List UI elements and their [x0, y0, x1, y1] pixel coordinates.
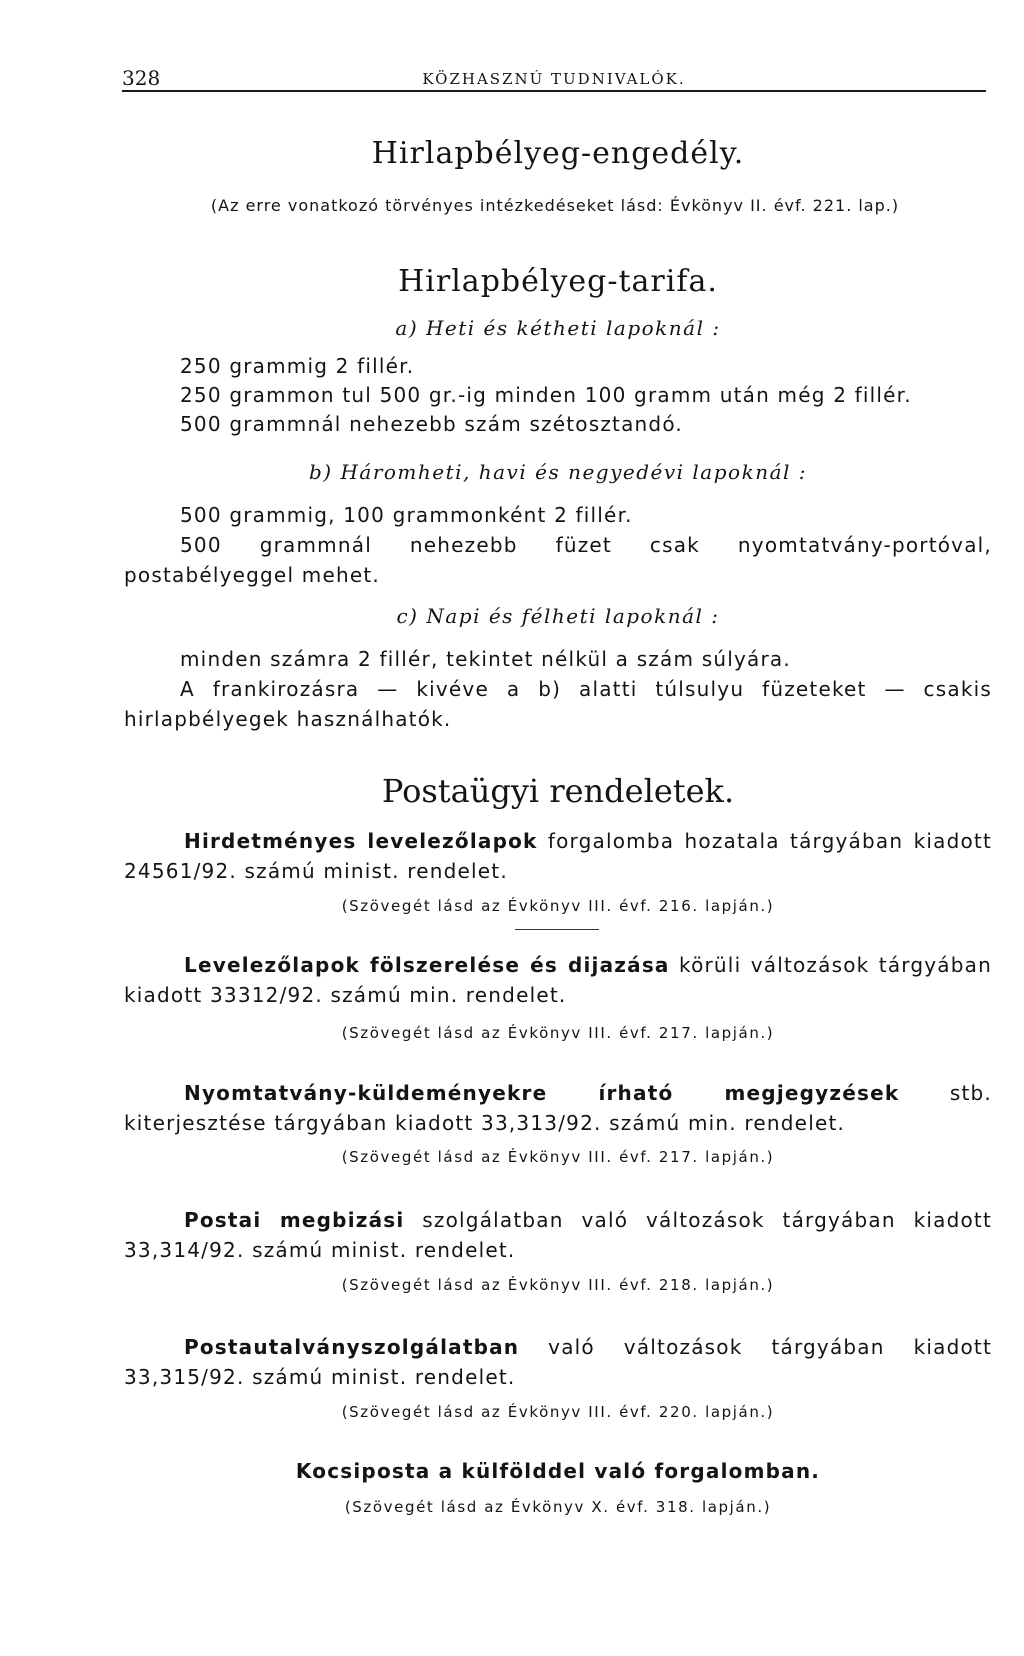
subsection-name: Heti és kétheti lapoknál : [425, 316, 721, 340]
decree-item [124, 826, 992, 886]
subsection-label: c) [396, 604, 419, 628]
decree-item [124, 1078, 992, 1138]
tariff-line-b2: 500 grammnál nehezebb füzet csak nyomtatvány-portóval, postabélyeggel mehet. [124, 533, 992, 587]
tariff-line-a1: 250 grammig 2 fillér. [180, 354, 415, 378]
section-title-tarifa: Hirlapbélyeg-tarifa. [398, 264, 718, 299]
subsection-name: Napi és félheti lapoknál : [426, 604, 720, 628]
decree-text: stb. kiterjesztése tárgyában kiadott 33,313/92. számú min. rendelet. [124, 1081, 992, 1135]
decree-text: szolgálatban való változások tárgyában kiadott 33,314/92. számú minist. rendelet. [124, 1208, 992, 1262]
running-title: KÖZHASZNÚ TUDNIVALÓK. [422, 70, 686, 88]
tariff-line-a3: 500 grammnál nehezebb szám szétosztandó. [180, 412, 683, 436]
decree-reference: (Szövegét lásd az Évkönyv III. évf. 220. lapján.) [341, 1403, 775, 1421]
subsection-label: b) [308, 460, 333, 484]
decree-subject: Kocsiposta a külfölddel való forgalomban. [295, 1459, 821, 1483]
subsection-name: Háromheti, havi és negyedévi lapoknál : [340, 460, 807, 484]
decree-text: körüli változások tárgyában kiadott 33312/92. számú min. rendelet. [124, 953, 992, 1007]
decree-subject: Nyomtatvány-küldeményekre írható megjegyzések [184, 1081, 900, 1105]
decree-item [124, 1205, 992, 1265]
decree-reference: (Szövegét lásd az Évkönyv III. évf. 217. lapján.) [341, 1024, 775, 1042]
decree-subject: Postautalványszolgálatban [184, 1335, 520, 1359]
decree-subject: Postai megbizási [184, 1208, 405, 1232]
tariff-line-c1: minden számra 2 fillér, tekintet nélkül a szám súlyára. [180, 647, 791, 671]
subsection-title-c [124, 604, 992, 628]
decree-reference: (Szövegét lásd az Évkönyv III. évf. 218. lapján.) [341, 1276, 775, 1294]
decree-item [124, 1332, 992, 1392]
decree-reference: (Szövegét lásd az Évkönyv III. évf. 217. lapján.) [341, 1148, 775, 1166]
page-number: 328 [122, 66, 161, 90]
subsection-title-a [124, 316, 992, 340]
decree-text: forgalomba hozatala tárgyában kiadott 24561/92. számú minist. rendelet. [124, 829, 992, 883]
decree-item [124, 950, 992, 1010]
section-title-engedely: Hirlapbélyeg-engedély. [371, 136, 745, 171]
section-title-rendeletek: Postaügyi rendeletek. [381, 772, 735, 810]
decree-reference: (Szövegét lásd az Évkönyv III. évf. 216. lapján.) [341, 897, 775, 915]
subsection-label: a) [395, 316, 419, 340]
tariff-line-c2: A frankirozásra — kivéve a b) alatti túlsulyu füzeteket — csakis hirlapbélyegek használhatók. [124, 677, 992, 731]
decree-text: való változások tárgyában kiadott 33,315/92. számú minist. rendelet. [124, 1335, 992, 1389]
decree-item [124, 1456, 992, 1486]
tariff-line-b1: 500 grammig, 100 grammonként 2 fillér. [180, 503, 633, 527]
divider [515, 929, 599, 930]
decree-subject: Hirdetményes levelezőlapok [184, 829, 538, 853]
subsection-title-b [124, 460, 992, 484]
decree-reference: (Szövegét lásd az Évkönyv X. évf. 318. lapján.) [344, 1498, 772, 1516]
tariff-line-a2: 250 grammon tul 500 gr.-ig minden 100 gramm után még 2 fillér. [180, 383, 912, 407]
section-note-engedely: (Az erre vonatkozó törvényes intézkedéseket lásd: Évkönyv II. évf. 221. lap.) [210, 196, 900, 215]
page-header [122, 64, 986, 92]
decree-subject: Levelezőlapok fölszerelése és dijazása [184, 953, 670, 977]
